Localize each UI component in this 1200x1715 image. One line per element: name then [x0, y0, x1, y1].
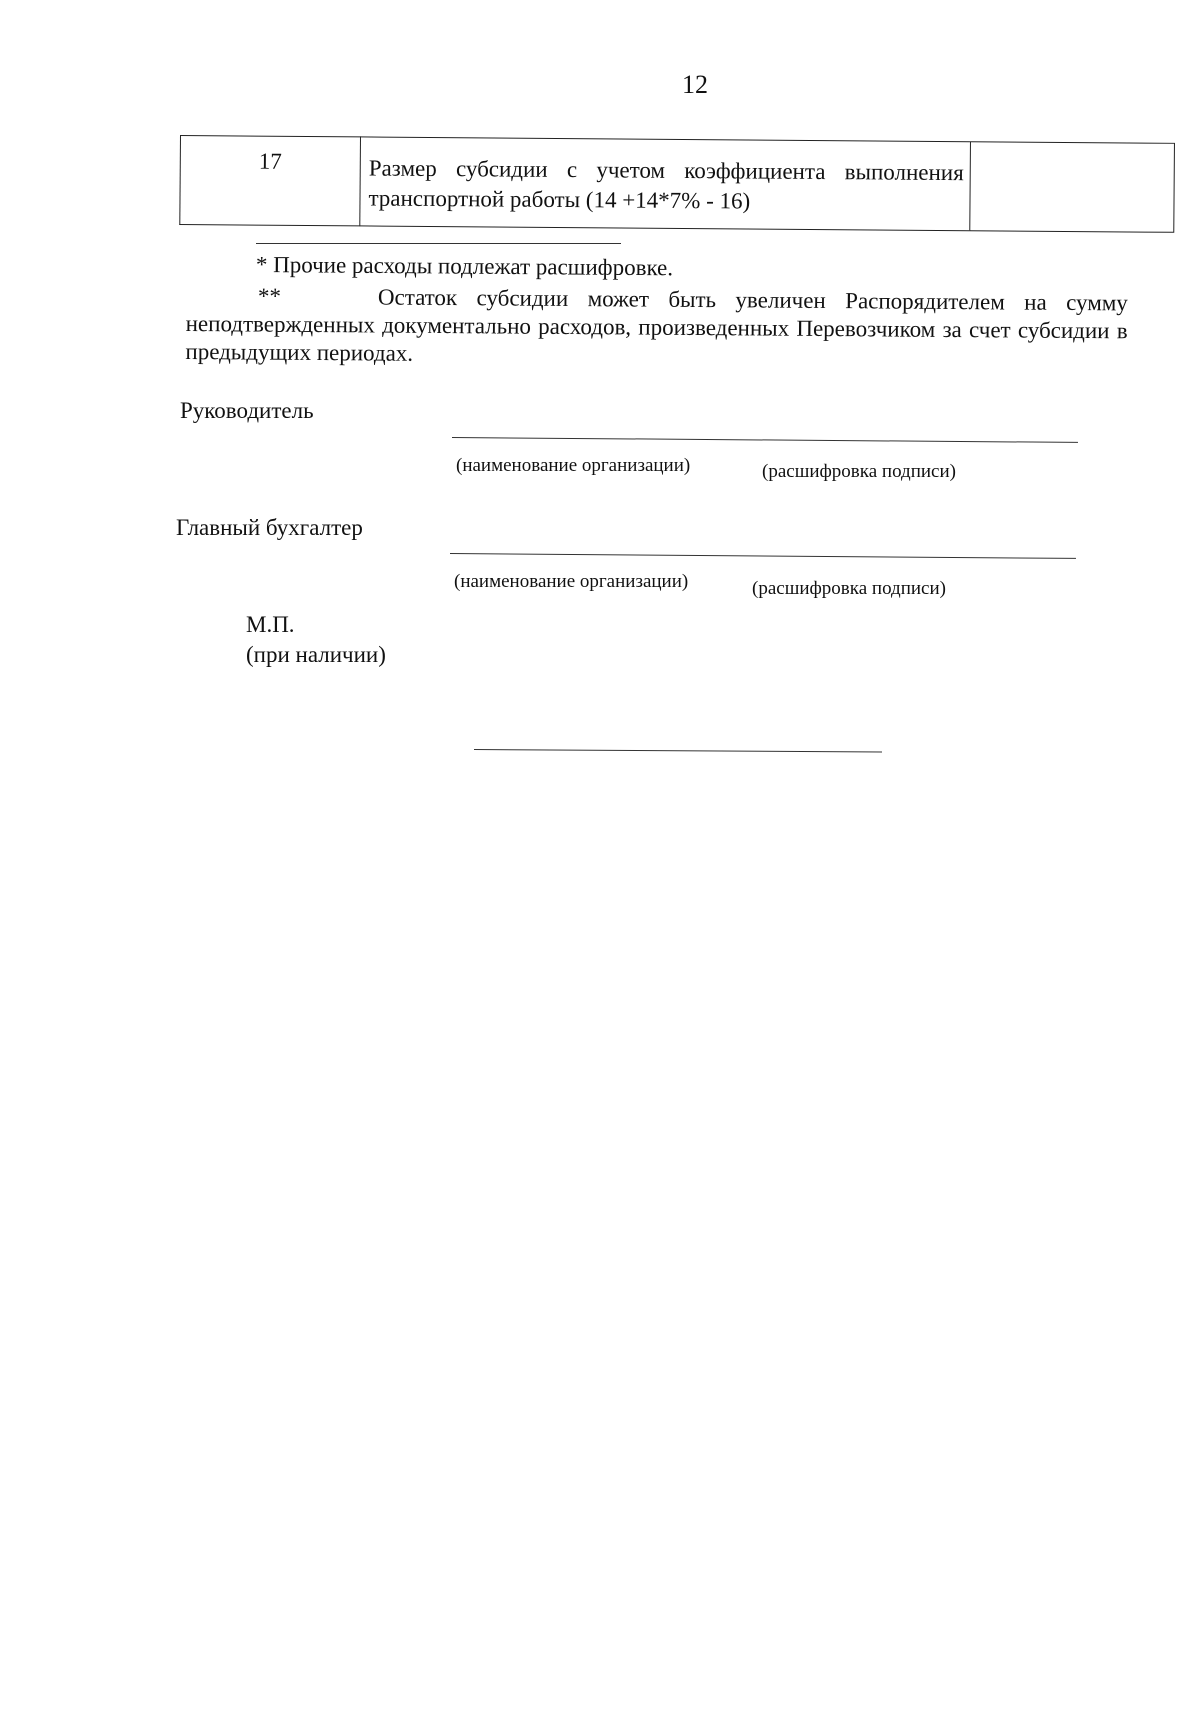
accountant-label: Главный бухгалтер — [176, 515, 363, 540]
head-sign-caption: (расшифровка подписи) — [762, 461, 956, 482]
footnote-1: * Прочие расходы подлежат расшифровке. — [255, 251, 674, 281]
row-value-cell — [969, 141, 1175, 233]
row-number-cell: 17 — [179, 135, 360, 226]
footnote-2-text: Остаток субсидии может быть увеличен Распорядителем на сумму неподтвержденных документально расходов, произведенных Перевозчиком за счет субсидии в предыдущих периодах. — [185, 284, 1128, 366]
page-number: 12 — [682, 70, 708, 99]
head-signature-line — [452, 437, 1078, 443]
accountant-signature-line — [450, 553, 1076, 559]
accountant-org-caption: (наименование организации) — [454, 571, 689, 592]
footnote-2 — [185, 282, 1128, 373]
footnote-2-marker: ** — [257, 283, 281, 309]
footnote-separator — [256, 243, 621, 244]
accountant-sign-caption: (расшифровка подписи) — [752, 578, 946, 599]
row-description-cell: Размер субсидии с учетом коэффициента выполнения транспортной работы (14 +14*7% - 16) — [359, 136, 970, 231]
stamp-condition: (при наличии) — [246, 642, 386, 667]
head-org-caption: (наименование организации) — [456, 455, 691, 476]
subsidy-table-row — [179, 135, 1175, 233]
stamp-label: М.П. — [246, 612, 295, 637]
head-label: Руководитель — [180, 398, 314, 423]
closing-line — [474, 749, 882, 752]
stamp-note — [246, 610, 386, 670]
